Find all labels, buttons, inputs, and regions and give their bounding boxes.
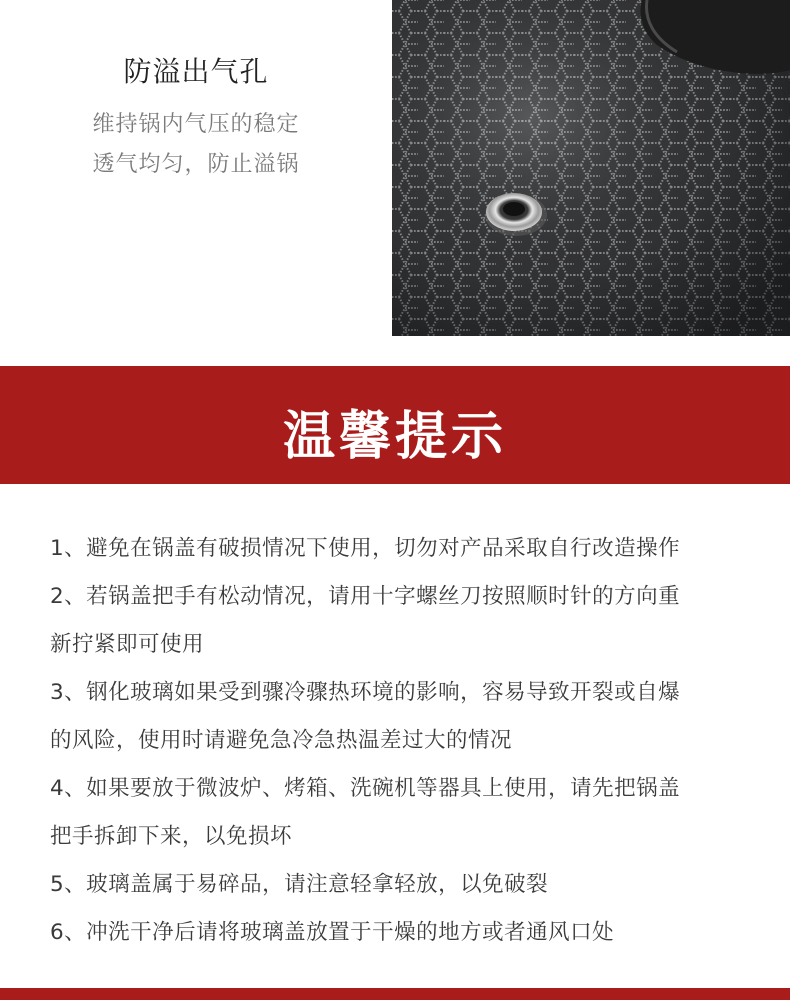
bottom-accent-bar	[0, 988, 790, 1000]
feature-desc-line-1: 维持锅内气压的稳定	[92, 112, 300, 137]
tip-line: 5、玻璃盖属于易碎品，请注意轻拿轻放，以免破裂	[50, 872, 549, 897]
feature-section	[0, 0, 790, 366]
tip-line: 1、避免在锅盖有破损情况下使用，切勿对产品采取自行改造操作	[50, 536, 681, 561]
feature-description	[0, 105, 392, 185]
tip-line: 的风险，使用时请避免急冷急热温差过大的情况	[50, 728, 513, 753]
tip-line: 2、若锅盖把手有松动情况，请用十字螺丝刀按照顺时针的方向重	[50, 584, 681, 609]
tip-line: 新拧紧即可使用	[50, 632, 205, 657]
tip-line: 把手拆卸下来，以免损坏	[50, 824, 293, 849]
tip-line: 3、钢化玻璃如果受到骤冷骤热环境的影响，容易导致开裂或自爆	[50, 680, 681, 705]
lid-vent-photo	[392, 0, 790, 336]
feature-desc-line-2: 透气均匀，防止溢锅	[92, 152, 300, 177]
tip-line: 6、冲洗干净后请将玻璃盖放置于干燥的地方或者通风口处	[50, 920, 615, 945]
feature-title: 防溢出气孔	[123, 55, 269, 88]
tips-list	[50, 525, 750, 957]
banner-title: 温馨提示	[282, 407, 507, 467]
tip-line: 4、如果要放于微波炉、烤箱、洗碗机等器具上使用，请先把锅盖	[50, 776, 681, 801]
tips-banner	[0, 366, 790, 484]
